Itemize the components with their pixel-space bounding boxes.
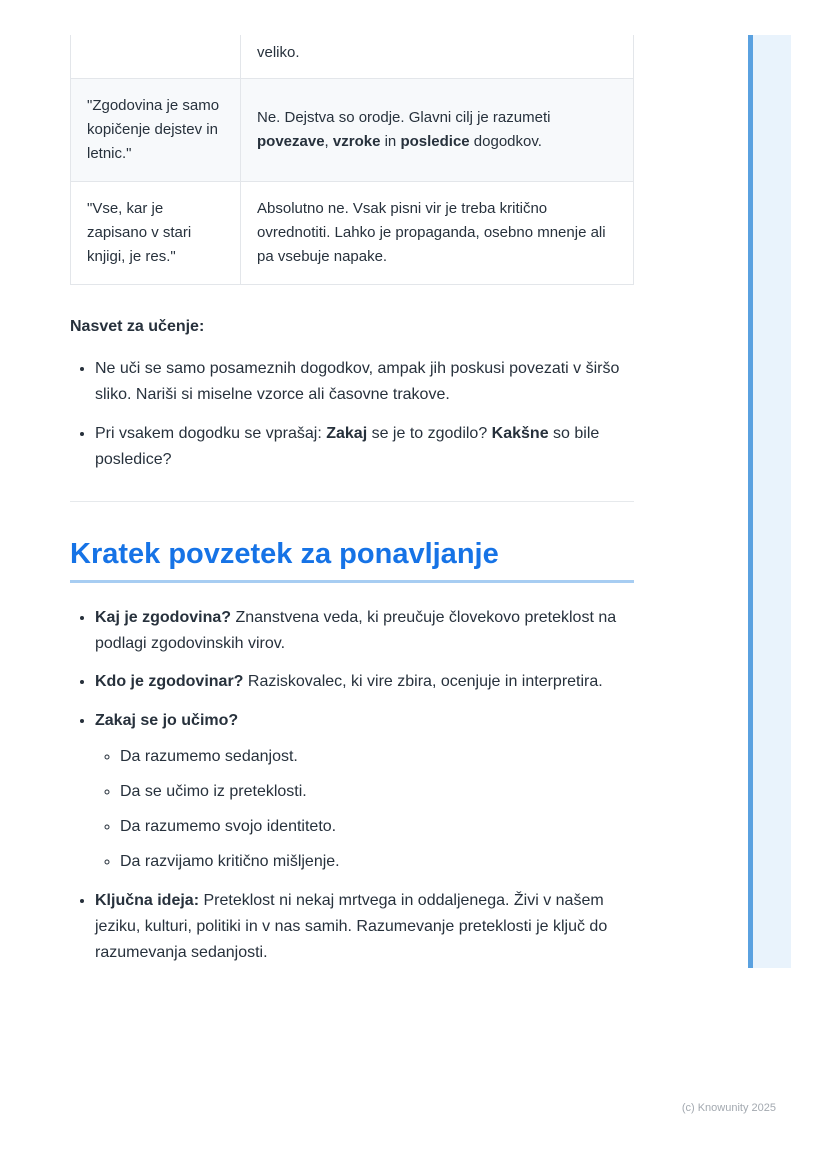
table-cell-text: "Vse, kar je zapisano v stari knjigi, je res." (87, 200, 192, 265)
table-cell-left (71, 79, 241, 182)
list-item: • Ne uči se samo posameznih dogodkov, ampak jih poskusi povezati v širšo sliko. Nariši si miselne vzorce ali časovne trakove. (95, 356, 634, 408)
section-divider (70, 501, 634, 502)
table-row (71, 79, 634, 182)
table-cell-text: Absolutno ne. Vsak pisni vir je treba kritično ovrednotiti. Lahko je propaganda, osebno mnenje ali pa vsebuje napake. (257, 200, 606, 265)
study-tip-list (70, 356, 634, 473)
list-item-text: Zakaj se jo učimo? (95, 712, 239, 730)
page-side-accent-bar (748, 35, 791, 968)
table-cell-text: "Zgodovina je samo kopičenje dejstev in letnic." (87, 97, 220, 162)
list-item: • Kaj je zgodovina? Znanstvena veda, ki preučuje človekovo preteklost na podlagi zgodovinskih virov. (95, 605, 634, 657)
sub-list-item: ◦ Da razumemo svojo identiteto. (120, 814, 634, 840)
list-item: • Kdo je zgodovinar? Raziskovalec, ki vire zbira, ocenjuje in interpretira. (95, 669, 634, 695)
summary-section-title: Kratek povzetek za ponavljanje (70, 538, 634, 583)
table-cell-left (71, 35, 241, 79)
table-cell-left (71, 182, 241, 285)
table-row (71, 35, 634, 79)
summary-sub-list (95, 744, 634, 875)
document-content (70, 0, 634, 979)
table-cell-text: veliko. (257, 44, 300, 61)
sub-list-item: ◦ Da razvijamo kritično mišljenje. (120, 849, 634, 875)
study-tip-heading: Nasvet za učenje: (70, 318, 205, 335)
table-cell-right (241, 182, 634, 285)
sub-list-item: ◦ Da se učimo iz preteklosti. (120, 779, 634, 805)
table-row (71, 182, 634, 285)
copyright-notice: (c) Knowunity 2025 (681, 1102, 776, 1114)
table-cell-right (241, 35, 634, 79)
table-cell-right (241, 79, 634, 182)
list-item: • Ključna ideja: Preteklost ni nekaj mrtvega in oddaljenega. Živi v našem jeziku, kulturi, politiki in v nas samih. Razumevanje preteklosti je ključ do razumevanja sedanjosti. (95, 888, 634, 966)
list-item: • Pri vsakem dogodku se vprašaj: Zakaj se je to zgodilo? Kakšne so bile posledice? (95, 421, 634, 473)
summary-list (70, 605, 634, 966)
table-cell-text: Ne. Dejstva so orodje. Glavni cilj je razumeti povezave, vzroke in posledice dogodkov. (257, 109, 551, 150)
misconceptions-table (70, 35, 634, 285)
list-item (95, 708, 634, 875)
sub-list-item: ◦ Da razumemo sedanjost. (120, 744, 634, 770)
